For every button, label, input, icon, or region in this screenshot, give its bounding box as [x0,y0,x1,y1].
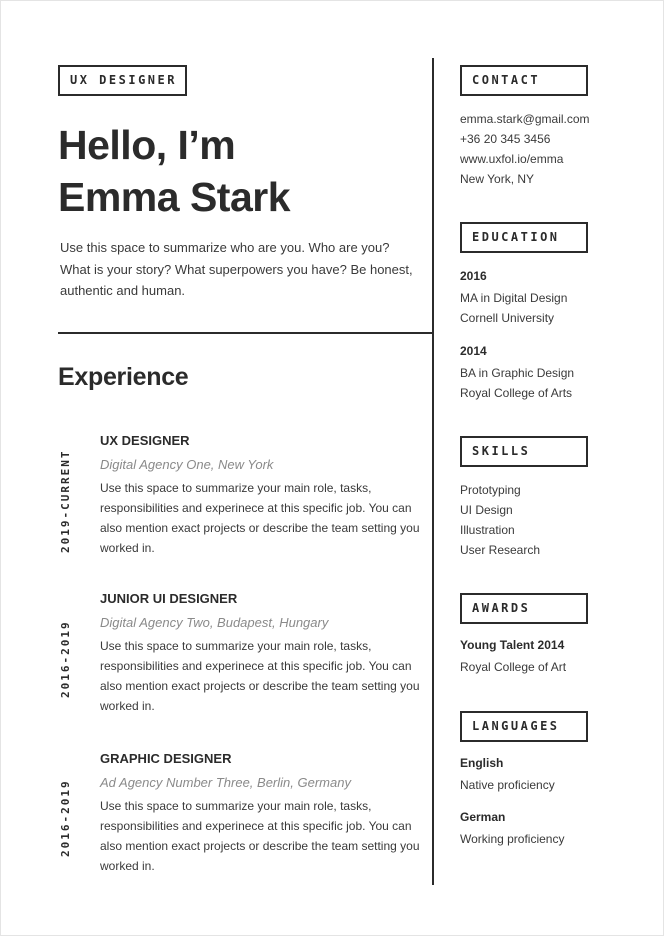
job-description: Use this space to summarize your main role, tasks, responsibilities and experinece at this specific job. You can also mention exact projects or describe the team setting you worked in. [100,639,420,713]
education-year: 2016 [460,269,487,283]
job-period: 2016-2019 [59,620,72,698]
role-tag: UX DESIGNER [58,65,187,96]
job-entry [100,750,420,876]
experience-heading: Experience [58,363,189,391]
greeting-heading [58,119,290,223]
skill-item: User Research [460,543,541,557]
language-name: English [460,756,504,770]
job-company: Digital Agency Two, Budapest, Hungary [100,615,329,630]
award-name: Young Talent 2014 [460,638,565,652]
job-description: Use this space to summarize your main role, tasks, responsibilities and experinece at this specific job. You can also mention exact projects or describe the team setting you worked in. [100,481,420,555]
greeting-line-2: Emma Stark [58,174,291,220]
skill-item: Prototyping [460,483,521,497]
job-title: GRAPHIC DESIGNER [100,751,232,766]
language-level: Working proficiency [460,832,565,846]
education-degree: BA in Graphic Design [460,366,575,380]
language-name: German [460,810,506,824]
education-year: 2014 [460,344,487,358]
contact-email: emma.stark@gmail.com [460,112,590,126]
languages-heading: LANGUAGES [460,711,588,742]
contact-location: New York, NY [460,172,535,186]
awards-heading: AWARDS [460,593,588,624]
job-description: Use this space to summarize your main role, tasks, responsibilities and experinece at this specific job. You can also mention exact projects or describe the team setting you worked in. [100,799,420,873]
greeting-line-1: Hello, I’m [58,122,236,168]
contact-phone: +36 20 345 3456 [460,132,551,146]
personal-summary: Use this space to summarize who are you. Who are you? What is your story? What superpowers you have? Be honest, authentic and human. [60,240,413,298]
education-school: Cornell University [460,311,555,325]
job-title: JUNIOR UI DESIGNER [100,591,238,606]
language-level: Native proficiency [460,778,555,792]
contact-website: www.uxfol.io/emma [460,152,564,166]
section-divider [58,332,434,334]
job-entry [100,590,420,716]
skills-heading: SKILLS [460,436,588,467]
contact-heading: CONTACT [460,65,588,96]
job-period: 2016-2019 [59,779,72,857]
education-heading: EDUCATION [460,222,588,253]
skill-item: UI Design [460,503,513,517]
education-school: Royal College of Arts [460,386,573,400]
education-degree: MA in Digital Design [460,291,568,305]
column-divider [432,58,434,885]
job-title: UX DESIGNER [100,433,190,448]
job-period: 2019-CURRENT [59,449,72,553]
job-company: Digital Agency One, New York [100,457,274,472]
job-entry [100,432,420,558]
award-issuer: Royal College of Art [460,660,567,674]
skill-item: Illustration [460,523,515,537]
job-company: Ad Agency Number Three, Berlin, Germany [100,775,351,790]
